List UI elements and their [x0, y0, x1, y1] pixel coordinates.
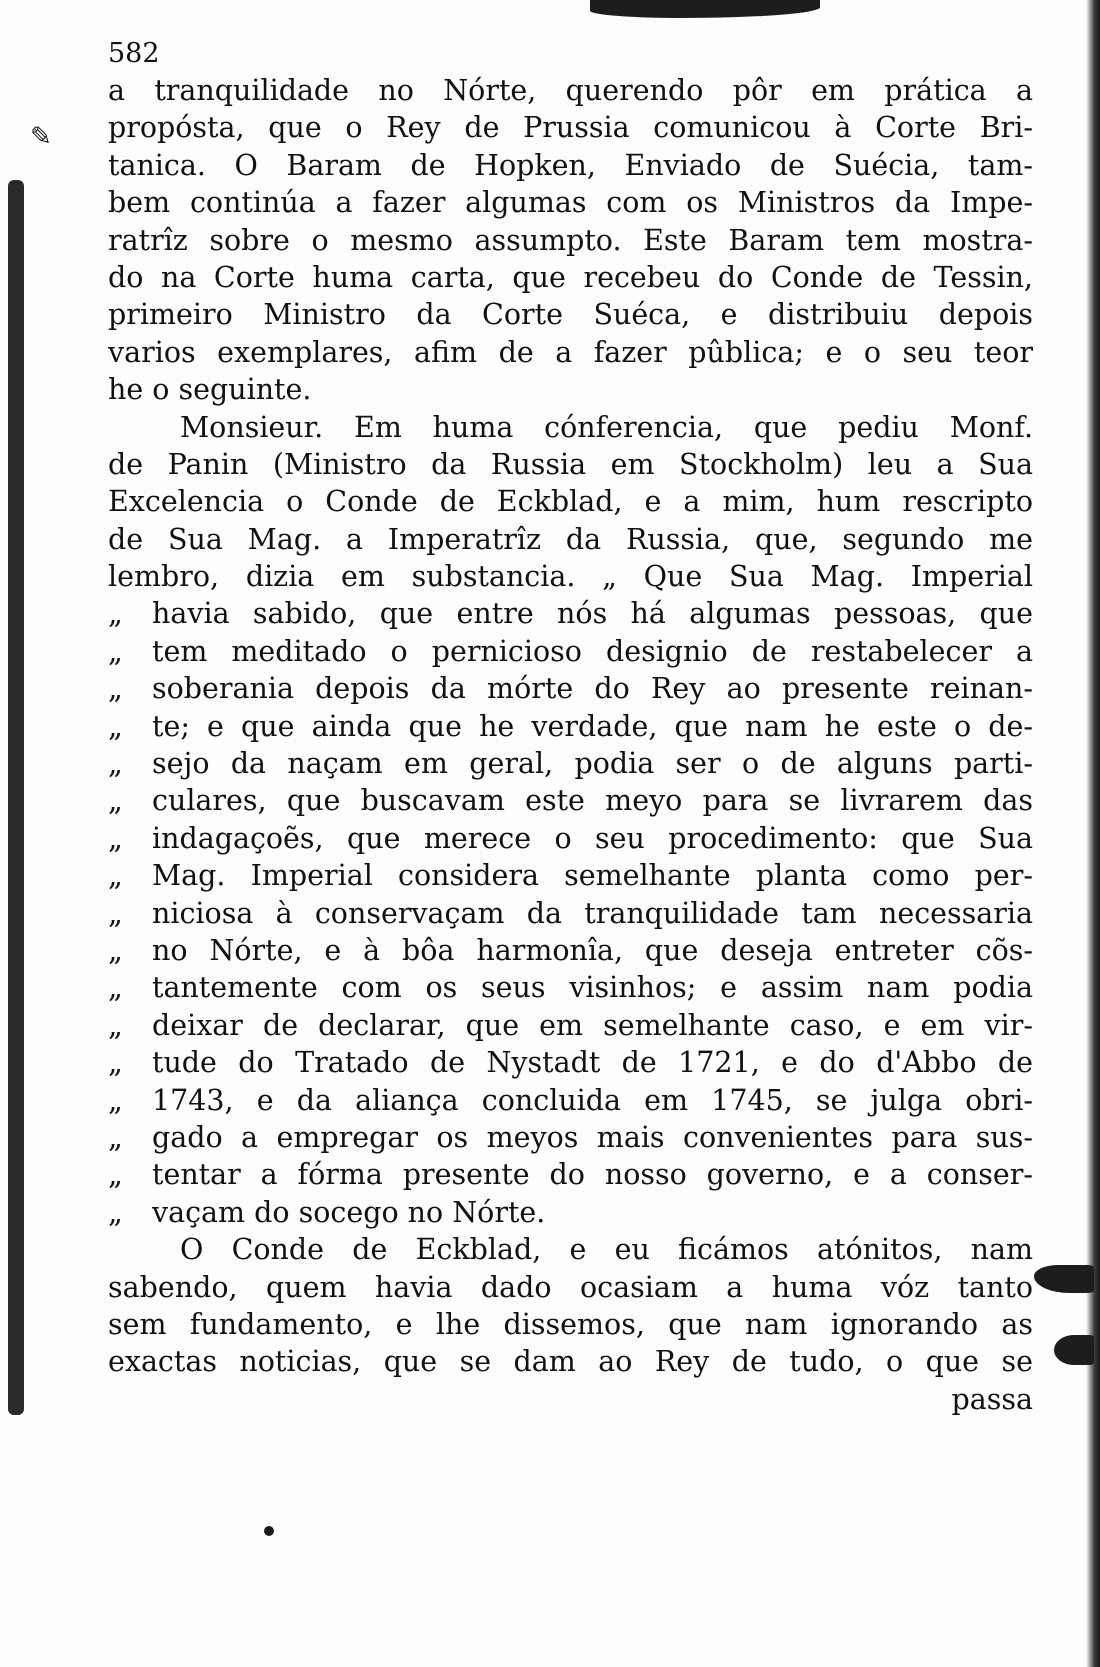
- quote-mark: „: [108, 634, 123, 668]
- text-line-content: no Nórte, e à bôa harmonîa, que deseja entreter cõs-: [152, 933, 1033, 967]
- quote-mark: „: [108, 1083, 123, 1117]
- quote-mark: „: [108, 859, 123, 893]
- quote-mark: „: [108, 672, 123, 706]
- text-line: exactas noticias, que se dam ao Rey de tudo, o que se: [108, 1345, 1033, 1379]
- text-line: [108, 969, 1033, 1006]
- text-line: [108, 895, 1033, 932]
- text-line: Monsieur. Em huma cónferencia, que pediu Monf.: [180, 410, 1033, 444]
- text-line: [108, 820, 1033, 857]
- text-line-content: culares, que buscavam este meyo para se livrarem das: [152, 784, 1033, 818]
- quote-mark: „: [108, 821, 123, 855]
- text-line: [108, 1194, 1033, 1231]
- text-line: bem continúa a fazer algumas com os Ministros da Impe-: [108, 186, 1033, 220]
- quote-mark: „: [108, 747, 123, 781]
- text-lines: [108, 72, 1033, 1418]
- text-line-content: tem meditado o pernicioso designio de restabelecer a: [152, 634, 1033, 668]
- quote-mark: „: [108, 1120, 123, 1154]
- ink-blot: [1034, 1265, 1094, 1293]
- text-line: [108, 857, 1033, 894]
- quote-mark: „: [108, 1008, 123, 1042]
- text-line-content: niciosa à conservaçam da tranquilidade tam necessaria: [152, 896, 1033, 930]
- ink-blot: [590, 0, 820, 18]
- quote-mark: „: [108, 1046, 123, 1080]
- text-line: [108, 1082, 1033, 1119]
- text-line-content: 1743, e da aliança concluida em 1745, se julga obri-: [152, 1083, 1033, 1117]
- text-line: [108, 1007, 1033, 1044]
- text-line-content: gado a empregar os meyos mais convenientes para sus-: [152, 1120, 1033, 1154]
- text-line: he o seguinte.: [108, 373, 312, 407]
- text-line: propósta, que o Rey de Prussia comunicou à Corte Bri-: [108, 111, 1033, 145]
- text-line: tanica. O Baram de Hopken, Enviado de Suécia, tam-: [108, 148, 1033, 182]
- quote-mark: „: [108, 896, 123, 930]
- text-line: [108, 1044, 1033, 1081]
- text-line: a tranquilidade no Nórte, querendo pôr em prática a: [108, 74, 1033, 107]
- text-line: de Panin (Ministro da Russia em Stockholm) leu a Sua: [108, 447, 1033, 481]
- page-text: [108, 36, 1033, 1418]
- text-line: do na Corte huma carta, que recebeu do Conde de Tessin,: [108, 260, 1033, 294]
- text-line-content: Mag. Imperial considera semelhante planta como per-: [152, 859, 1033, 893]
- text-line: [108, 633, 1033, 670]
- text-line: [108, 782, 1033, 819]
- text-line-content: vaçam do socego no Nórte.: [152, 1195, 546, 1229]
- text-line: O Conde de Eckblad, e eu ficámos atónitos, nam: [180, 1233, 1033, 1267]
- text-line-content: indagaçoẽs, que merece o seu procedimento: que Sua: [152, 821, 1033, 855]
- text-line: ratrîz sobre o mesmo assumpto. Este Baram tem mostra-: [108, 223, 1033, 257]
- margin-mark-icon: ✎: [30, 122, 52, 152]
- text-line: passa: [951, 1382, 1033, 1416]
- quote-mark: „: [108, 709, 123, 743]
- quote-mark: „: [108, 933, 123, 967]
- text-line: varios exemplares, afim de a fazer pûblica; e o seu teor: [108, 335, 1033, 369]
- page-number: 582: [108, 38, 160, 69]
- text-line-content: te; e que ainda que he verdade, que nam he este o de-: [152, 709, 1033, 743]
- text-line-content: havia sabido, que entre nós há algumas pessoas, que: [152, 597, 1033, 631]
- text-line-content: sejo da naçam em geral, podia ser o de alguns parti-: [152, 747, 1033, 781]
- text-line: [108, 932, 1033, 969]
- text-line-content: tantemente com os seus visinhos; e assim nam podia: [152, 971, 1033, 1005]
- text-line: primeiro Ministro da Corte Suéca, e distribuiu depois: [108, 298, 1033, 332]
- binding-shadow: [8, 180, 24, 1415]
- text-line: de Sua Mag. a Imperatrîz da Russia, que, segundo me: [108, 522, 1033, 556]
- quote-mark: „: [108, 1158, 123, 1192]
- page-edge-shadow: [1086, 0, 1100, 1667]
- quote-mark: „: [108, 597, 123, 631]
- text-line: Excelencia o Conde de Eckblad, e a mim, hum rescripto: [108, 485, 1033, 519]
- text-line: [108, 595, 1033, 632]
- text-line-content: deixar de declarar, que em semelhante caso, e em vir-: [152, 1008, 1033, 1042]
- text-line: [108, 1156, 1033, 1193]
- ink-blot: [1054, 1335, 1094, 1365]
- quote-mark: „: [108, 1195, 123, 1229]
- text-line: [108, 708, 1033, 745]
- ink-dot: [264, 1526, 274, 1536]
- text-line: [108, 1119, 1033, 1156]
- text-line: [108, 745, 1033, 782]
- text-line: sabendo, quem havia dado ocasiam a huma vóz tanto: [108, 1270, 1033, 1304]
- quote-mark: „: [108, 971, 123, 1005]
- text-line-content: tentar a fórma presente do nosso governo, e a conser-: [152, 1158, 1033, 1192]
- text-line: lembro, dizia em substancia. „ Que Sua Mag. Imperial: [108, 560, 1033, 594]
- text-line: sem fundamento, e lhe dissemos, que nam ignorando as: [108, 1307, 1033, 1341]
- text-line: [108, 670, 1033, 707]
- text-line-content: tude do Tratado de Nystadt de 1721, e do d'Abbo de: [152, 1046, 1033, 1080]
- text-line-content: soberania depois da mórte do Rey ao presente reinan-: [152, 672, 1033, 706]
- quote-mark: „: [108, 784, 123, 818]
